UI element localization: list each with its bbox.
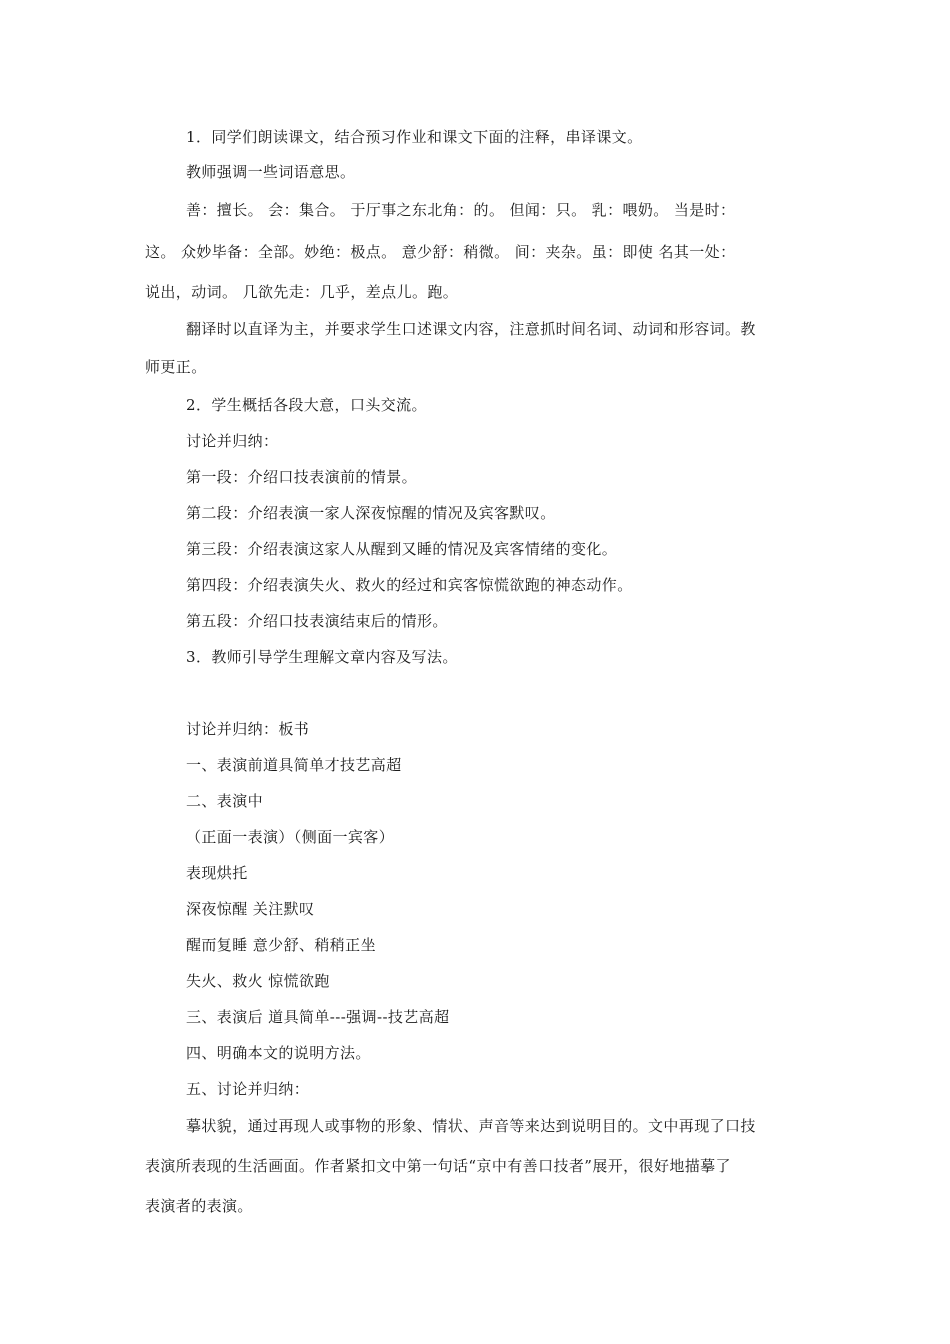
paragraph-step-2: 2．学生概括各段大意，口头交流。 — [186, 396, 427, 414]
section-summary-4: 第四段：介绍表演失火、救火的经过和宾客惊慌欲跑的神态动作。 — [186, 576, 633, 594]
description-line-1: 摹状貌，通过再现人或事物的形象、情状、声音等来达到说明目的。文中再现了口技 — [186, 1117, 756, 1135]
paragraph-teacher-emphasis: 教师强调一些词语意思。 — [186, 163, 356, 181]
vocab-line-3: 说出，动词。 几欲先走：几乎，差点儿。跑。 — [145, 283, 459, 301]
section-summary-3: 第三段：介绍表演这家人从醒到又睡的情况及宾客情绪的变化。 — [186, 540, 618, 558]
paragraph-step-3: 3．教师引导学生理解文章内容及写法。 — [186, 648, 458, 666]
description-line-2: 表演所表现的生活画面。作者紧扣文中第一句话“京中有善口技者”展开，很好地描摹了 — [145, 1157, 731, 1175]
board-item-2-row-1: 深夜惊醒 关注默叹 — [186, 900, 315, 918]
board-item-3: 三、表演后 道具简单---强调--技艺高超 — [186, 1008, 450, 1026]
vocab-line-1: 善：擅长。 会：集合。 于厅事之东北角：的。 但闻：只。 乳：喂奶。 当是时： — [186, 201, 736, 219]
paragraph-step-1: 1．同学们朗读课文，结合预习作业和课文下面的注释，串译课文。 — [186, 128, 643, 146]
board-item-2-row-3: 失火、救火 惊慌欲跑 — [186, 972, 330, 990]
section-summary-1: 第一段：介绍口技表演前的情景。 — [186, 468, 418, 486]
section-summary-5: 第五段：介绍口技表演结束后的情形。 — [186, 612, 448, 630]
board-item-1: 一、表演前道具简单才技艺高超 — [186, 756, 402, 774]
board-notes-heading: 讨论并归纳：板书 — [186, 720, 310, 738]
description-line-3: 表演者的表演。 — [145, 1197, 253, 1215]
translation-line-2: 师更正。 — [145, 358, 207, 376]
board-item-2: 二、表演中 — [186, 792, 264, 810]
board-item-2-row-2: 醒而复睡 意少舒、稍稍正坐 — [186, 936, 376, 954]
translation-line-1: 翻译时以直译为主，并要求学生口述课文内容，注意抓时间名词、动词和形容词。教 — [186, 320, 756, 338]
section-summary-2: 第二段：介绍表演一家人深夜惊醒的情况及宾客默叹。 — [186, 504, 556, 522]
board-item-2-aspects: （正面一表演）（侧面一宾客） — [186, 828, 395, 846]
board-item-5: 五、讨论并归纳： — [186, 1080, 310, 1098]
vocab-line-2: 这。 众妙毕备：全部。妙绝：极点。 意少舒：稍微。 间：夹杂。虽：即使 名其一处： — [145, 243, 736, 261]
discussion-heading: 讨论并归纳： — [186, 432, 279, 450]
board-item-2-methods: 表现烘托 — [186, 864, 248, 882]
board-item-4: 四、明确本文的说明方法。 — [186, 1044, 371, 1062]
